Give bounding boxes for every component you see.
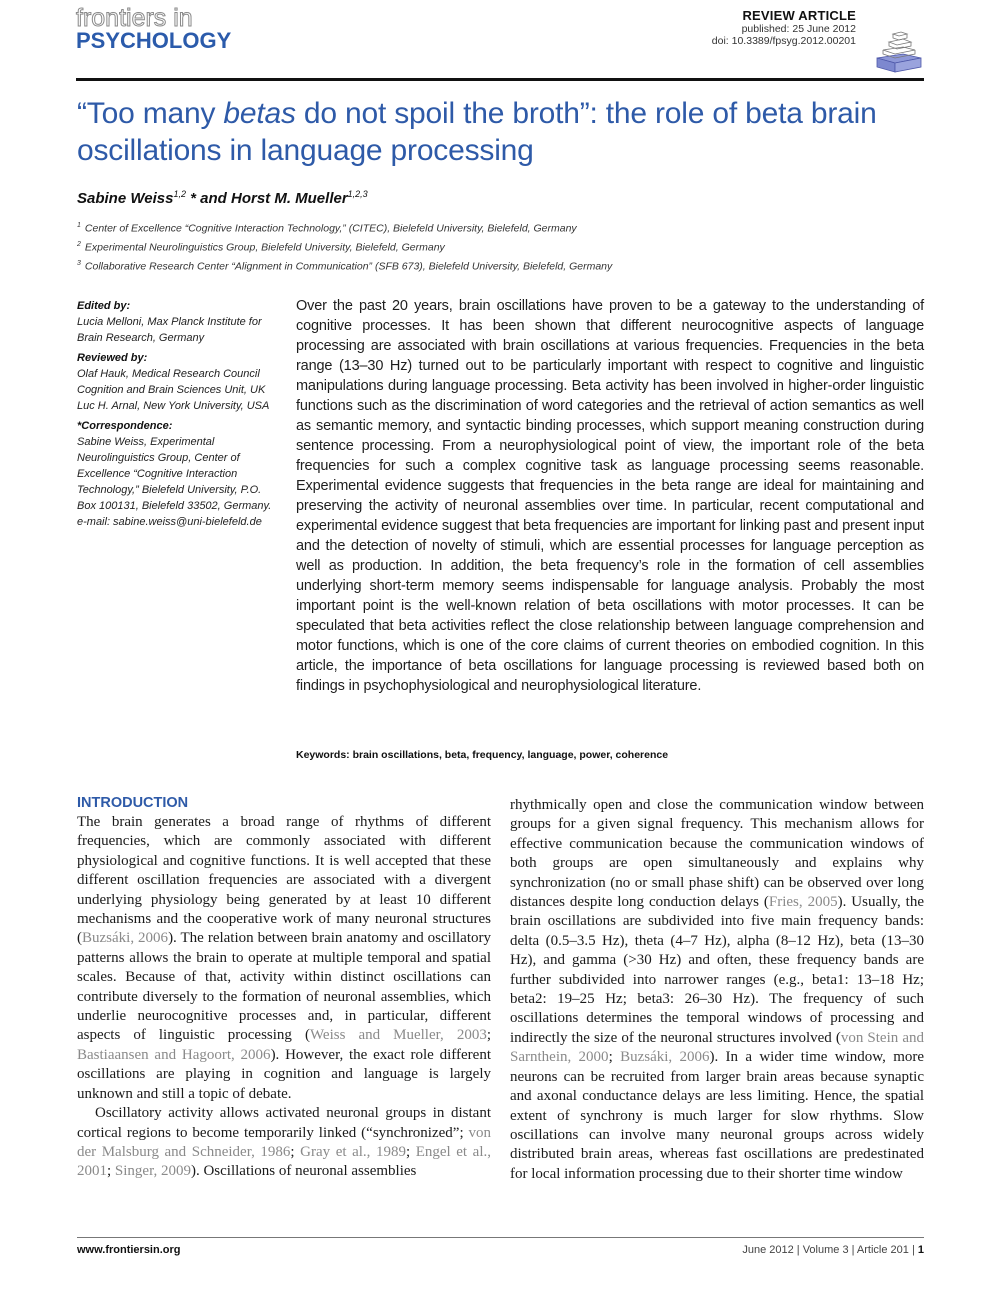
affiliation-number: 2 (77, 241, 81, 248)
title-part-1: “Too many (77, 97, 224, 130)
affiliation-item (77, 218, 612, 237)
affiliation-item (77, 237, 612, 256)
affiliation-item (77, 256, 612, 275)
body-column-left (77, 794, 491, 1182)
published-date: published: 25 June 2012 (741, 23, 856, 35)
journal-logo[interactable] (76, 6, 231, 52)
citation-link[interactable]: Bastiaansen and Hagoort, 2006 (77, 1046, 271, 1063)
body-paragraph (77, 813, 491, 1104)
edited-by-block (77, 298, 282, 346)
page-number: 1 (917, 1244, 924, 1256)
author-joiner: and (195, 190, 231, 207)
correspondence-block (77, 418, 282, 530)
title-italic: betas (223, 97, 296, 130)
footer-issue-info (742, 1244, 924, 1256)
footer-rule (77, 1237, 924, 1238)
body-text: ). Oscillations of neuronal assemblies (190, 1163, 417, 1180)
body-text: ; (405, 1143, 416, 1160)
reviewed-by-block (77, 350, 282, 414)
abstract-text: Over the past 20 years, brain oscillations have proven to be a gateway to the understanding of cognitive processes. It has been shown that different neurocognitive aspects of language processing are associated with brain oscillations at various frequencies. Frequencies in the beta range (13–30 Hz) turned out to be particularly important with respect to cognitive and linguistic manipulations during language processing. Beta activity has been involved in higher-order linguistic functions such as the discrimination of word categories and the retrieval of action semantics as well as semantic memory, and syntactic binding processes, which support meaning construction during sentence processing. From a neurophysiological point of view, the important role of the beta frequencies for such a complex cognitive task as language processing seems reasonable. Experimental evidence suggests that frequencies in the beta range are ideal for maintaining and preserving the activity of neuronal assemblies over time. In particular, recent computational and experimental evidence suggest that beta frequencies are important for linking past and present input and the detection of novelty of stimuli, which are essential processes for language perception as well as production. In addition, the beta frequency’s role in the formation of cell assemblies underlying short-term memory seems indispensable for language analysis. Probably the most important point is the well-known relation of beta oscillations with motor processes. It can be speculated that beta activities reflect the close relationship between language comprehension and motor functions, which is one of the core claims of current theories on embodied cognition. In this article, the importance of beta oscillations for language processing is reviewed based both on findings in psychophysiological and neurophysiological literature. (296, 298, 924, 694)
reviewer-2: Luc H. Arnal, New York University, USA (77, 400, 270, 412)
header-rule (76, 78, 924, 81)
citation-link[interactable]: von der Malsburg and Schneider, 1986 (77, 1124, 491, 1160)
body-text: ; (608, 1049, 621, 1066)
citation-link[interactable]: Buzsáki, 2006 (82, 930, 169, 947)
affiliation-text: Experimental Neurolinguistics Group, Bielefeld University, Bielefeld, Germany (84, 241, 445, 254)
corresponding-mark: * (185, 190, 196, 207)
affiliation-text: Center of Excellence “Cognitive Interaction Technology,” (CITEC), Bielefeld University, Bielefeld, Germany (84, 222, 577, 235)
affiliation-number: 1 (77, 222, 81, 229)
stacked-cube-logo-icon (873, 28, 925, 74)
citation-link[interactable]: Gray et al., 1989 (300, 1143, 406, 1160)
body-text: The brain generates a broad range of rhythms of different frequencies, which are commonly associated with different physiological and cognitive functions. It is well accepted that these different oscillation frequencies are associated with a divergent underlying physiology being generated by at least 10 different mechanisms and the cooperative work of many neuronal structures ( (77, 814, 491, 947)
body-column-right (510, 796, 924, 1184)
logo-frontiers-text: frontiers in (76, 4, 193, 32)
correspondence-address: Sabine Weiss, Experimental Neurolinguistics Group, Center of Excellence “Cognitive Interaction Technology,” Bielefeld University, P.O. Box 100131, Bielefeld 33502, Germany. (77, 436, 272, 512)
author-affil-sup: 1,2 (173, 189, 186, 199)
affiliation-number: 3 (77, 260, 81, 267)
edited-by-heading: Edited by: (77, 300, 131, 312)
affiliation-text: Collaborative Research Center “Alignment in Communication” (SFB 673), Bielefeld University, Bielefeld, Germany (84, 260, 613, 273)
correspondence-email[interactable]: e-mail: sabine.weiss@uni-bielefeld.de (77, 516, 262, 528)
keywords: Keywords: brain oscillations, beta, frequency, language, power, coherence (296, 749, 669, 761)
article-type: REVIEW ARTICLE (742, 8, 856, 23)
article-meta (712, 8, 856, 47)
title-part-2: do not spoil the broth”: the role of beta brain oscillations in language processing (77, 97, 877, 167)
citation-link[interactable]: Weiss and Mueller, 2003 (309, 1027, 487, 1044)
affiliations (77, 218, 612, 275)
body-text: ). The relation between brain anatomy and oscillatory patterns allows the brain to operate at multiple temporal and spatial scales. Because of that, activity within distinct oscillations can contribute diversely to the formation of neuronal assemblies, which underlie neurocognitive processes and, in particular, different aspects of linguistic processing ( (77, 930, 491, 1044)
doi-link[interactable]: doi: 10.3389/fpsyg.2012.00201 (711, 35, 856, 47)
footer-website-link[interactable]: www.frontiersin.org (77, 1244, 181, 1256)
citation-link[interactable]: Singer, 2009 (114, 1163, 191, 1180)
citation-link[interactable]: Fries, 2005 (768, 894, 838, 911)
body-text: ). However, the exact role different oscillations are playing in cognition and language is largely unknown and still a topic of debate. (77, 1046, 491, 1102)
body-text: Oscillatory activity allows activated neuronal groups in distant cortical regions to become temporarily linked (“synchronized”; (77, 1105, 491, 1141)
body-text: ). In a wider time window, more neurons can be recruited from larger brain areas because synaptic and axonal conductance delays are less limiting. Hence, the spatial extent of synchrony is much larger for slow rhythms. Slow oscillations can involve many neuronal groups across widely distributed brain areas, whereas fast oscillations are predestinated for local information processing due to their shorter time window (510, 1049, 925, 1182)
body-text: ; (486, 1027, 491, 1044)
citation-link[interactable]: Engel et al., 2001 (77, 1143, 491, 1180)
edited-by-text: Lucia Melloni, Max Planck Institute for Brain Research, Germany (77, 316, 262, 344)
author-name[interactable]: Sabine Weiss (77, 190, 174, 207)
author-name[interactable]: Horst M. Mueller (230, 190, 348, 207)
article-title (77, 95, 937, 169)
section-heading-introduction: INTRODUCTION (77, 795, 189, 811)
body-text: ; (290, 1143, 301, 1160)
author-affil-sup: 1,2,3 (347, 189, 368, 199)
body-paragraph (510, 796, 924, 1184)
citation-link[interactable]: Buzsáki, 2006 (620, 1049, 710, 1066)
editorial-sidebar (77, 298, 282, 534)
footer-issue: June 2012 | Volume 3 | Article 201 | (742, 1244, 918, 1256)
correspondence-heading: *Correspondence: (77, 420, 173, 432)
logo-journal-name: PSYCHOLOGY (76, 28, 232, 53)
body-text: rhythmically open and close the communication window between groups for a given signal frequency. This mechanism allows for effective communication because the communication windows of both groups are open simultaneously and explains why synchronization (no or small phase shift) can be observed over long distances despite long conduction delays ( (510, 797, 924, 911)
reviewer-1: Olaf Hauk, Medical Research Council Cognition and Brain Sciences Unit, UK (77, 368, 266, 396)
citation-link[interactable]: von Stein and Sarnthein, 2000 (510, 1029, 924, 1066)
author-list (77, 189, 368, 207)
body-paragraph (77, 1104, 491, 1182)
body-text: ; (107, 1163, 115, 1180)
body-text: ). Usually, the brain oscillations are subdivided into five main frequency bands: delta (0.5–3.5 Hz), theta (4–7 Hz), alpha (8–12 Hz), beta (13–30 Hz), and gamma (>30 Hz) and often, these frequency bands are further subdivided into narrower ranges (e.g., beta1: 13–18 Hz; beta2: 19–25 Hz; beta3: 26–30 Hz). The frequency of such oscillations determines the temporal windows of processing and indirectly the size of the neuronal structures involved ( (510, 894, 924, 1046)
reviewed-by-heading: Reviewed by: (77, 352, 148, 364)
